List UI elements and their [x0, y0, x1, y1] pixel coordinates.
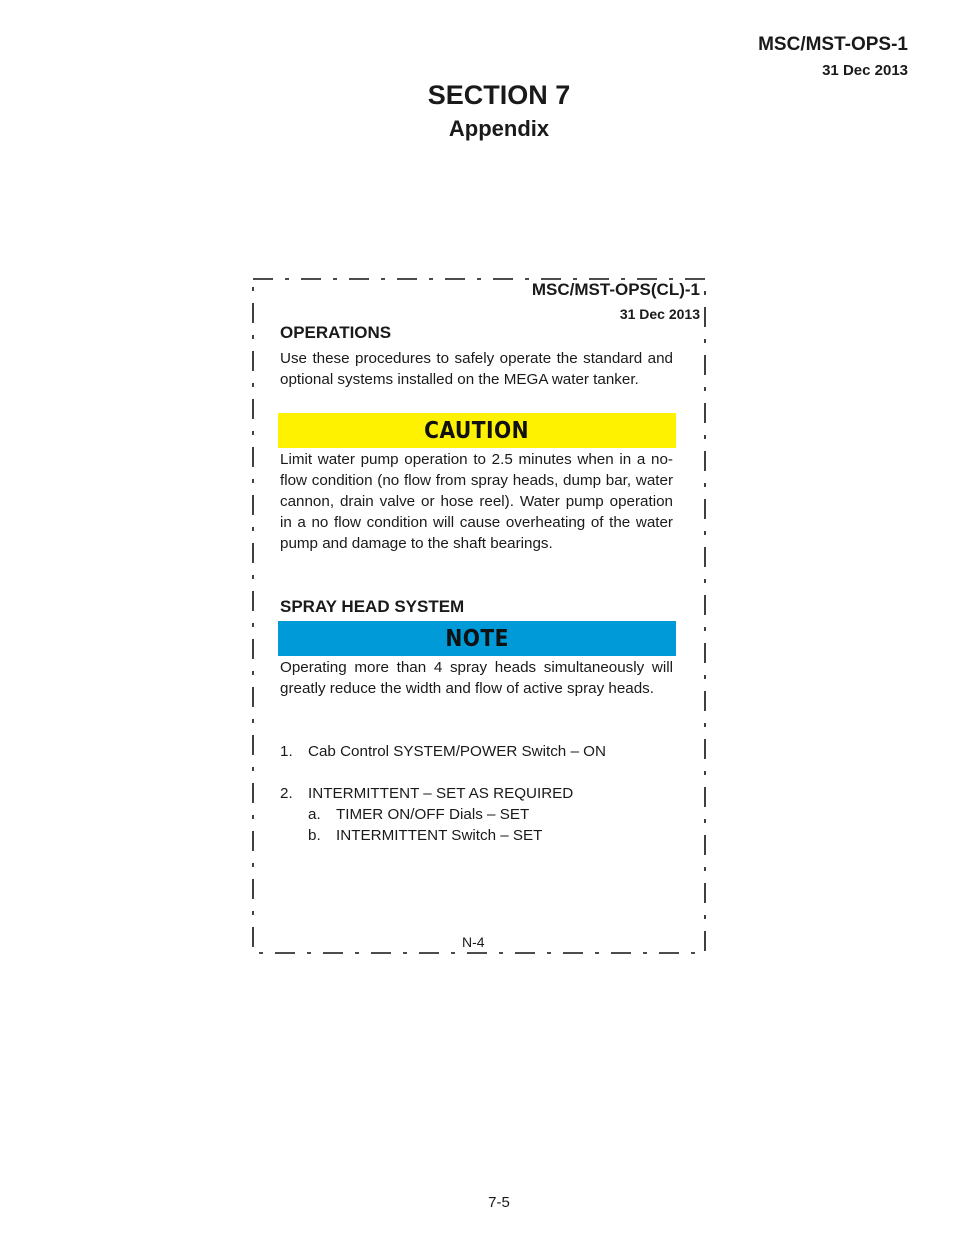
step-number: 2. — [280, 785, 293, 802]
substep-letter: b. — [308, 827, 321, 844]
step-text: Cab Control SYSTEM/POWER Switch – ON — [308, 743, 606, 760]
card-date: 31 Dec 2013 — [619, 306, 700, 322]
card-doc-id: MSC/MST-OPS(CL)-1 — [531, 280, 700, 299]
page-number: 7-5 — [488, 1194, 510, 1211]
operations-heading: OPERATIONS — [280, 323, 392, 342]
substep-letter: a. — [308, 806, 321, 823]
step-number: 1. — [280, 743, 293, 760]
substep-text: TIMER ON/OFF Dials – SET — [336, 806, 530, 823]
section-title: SECTION 7 — [427, 80, 571, 110]
operations-text: Use these procedures to safely operate the standard and optional systems installed on the MEGA water tanker. — [280, 350, 673, 388]
section-subtitle: Appendix — [448, 116, 550, 141]
caution-text: Limit water pump operation to 2.5 minutes when in a no-flow condition (no flow from spray heads, dump bar, water cannon, drain valve or hose reel). Water pump operation in a no flow condition will cause overheating of the water pump and damage to the shaft bearings. — [280, 451, 673, 552]
spray-head-heading: SPRAY HEAD SYSTEM — [280, 597, 465, 616]
caution-label: CAUTION — [424, 417, 530, 444]
step-text: INTERMITTENT – SET AS REQUIRED — [308, 785, 574, 802]
checklist-card — [252, 278, 706, 954]
substep-text: INTERMITTENT Switch – SET — [336, 827, 543, 844]
note-label: NOTE — [445, 625, 509, 652]
note-text: Operating more than 4 spray heads simultaneously will greatly reduce the width and flow of active spray heads. — [280, 659, 673, 697]
caution-banner — [278, 413, 676, 448]
card-page-number: N-4 — [462, 934, 485, 950]
doc-id: MSC/MST-OPS-1 — [758, 34, 908, 55]
note-banner — [278, 621, 676, 656]
doc-date: 31 Dec 2013 — [822, 62, 908, 79]
